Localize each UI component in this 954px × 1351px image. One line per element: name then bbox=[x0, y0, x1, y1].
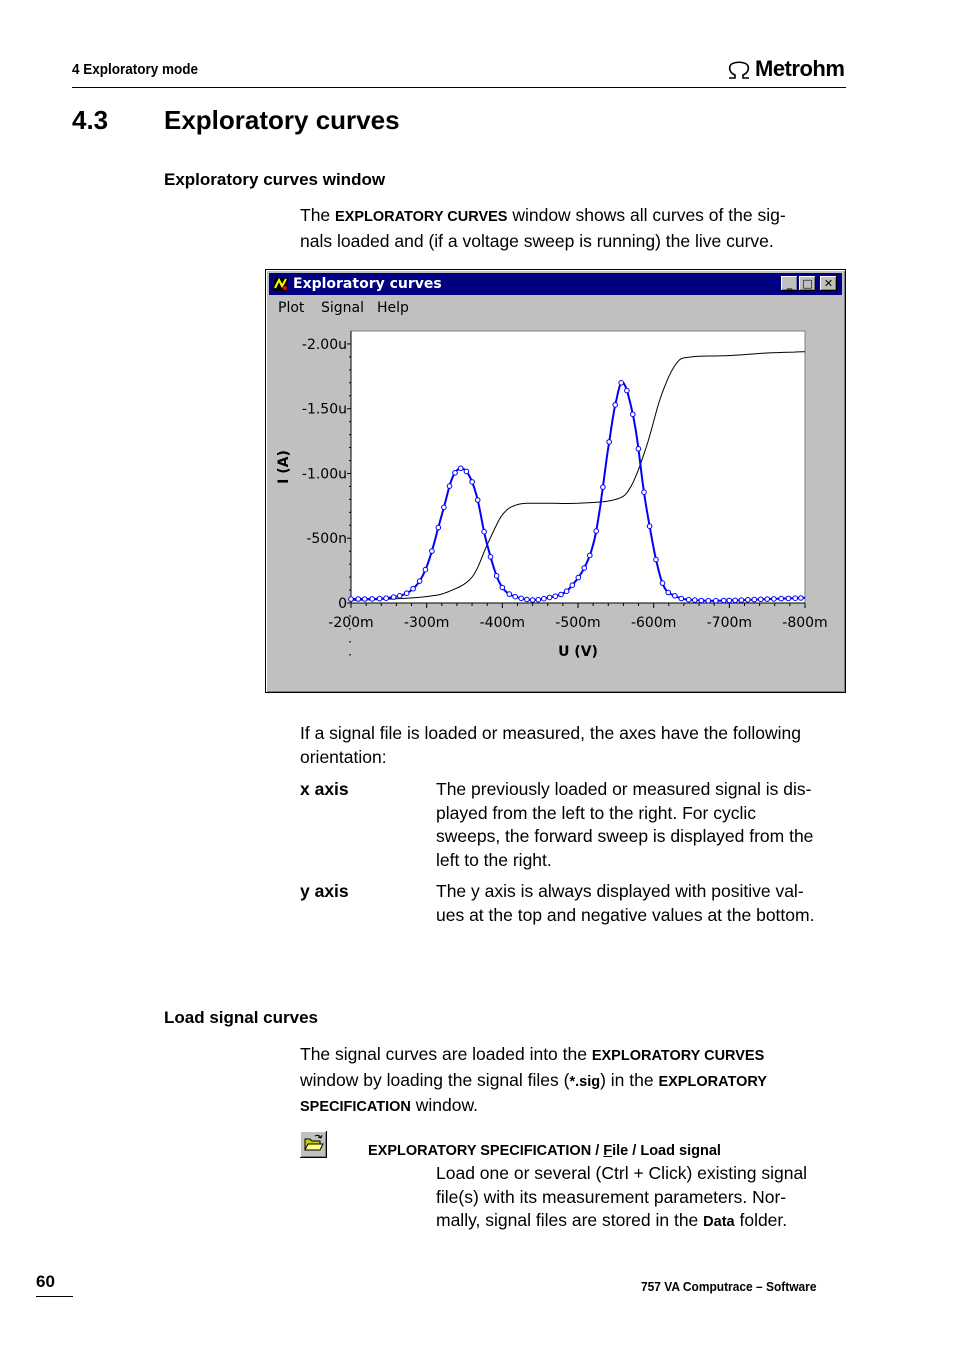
text: Load one or several (Ctrl + Click) existing signal bbox=[436, 1163, 808, 1183]
text: nals loaded and (if a voltage sweep is running) the live curve. bbox=[300, 230, 774, 251]
series-blue-marker bbox=[370, 597, 375, 602]
series-blue-marker bbox=[349, 597, 354, 602]
series-blue-marker bbox=[631, 412, 636, 417]
menu-help[interactable]: Help bbox=[377, 300, 409, 316]
series-blue-marker bbox=[693, 598, 698, 603]
series-blue-marker bbox=[500, 585, 505, 590]
header-rule bbox=[72, 87, 846, 88]
x-axis-definition bbox=[436, 778, 848, 872]
open-folder-icon bbox=[300, 1131, 327, 1158]
series-blue-marker bbox=[447, 484, 452, 489]
series-blue-marker bbox=[793, 596, 798, 601]
x-tick-label: -400m bbox=[479, 615, 526, 631]
subheading-load-signal: Load signal curves bbox=[164, 1008, 318, 1027]
page-number-rule bbox=[36, 1296, 73, 1297]
text: The bbox=[300, 205, 336, 225]
series-blue-marker bbox=[739, 598, 744, 603]
window-titlebar[interactable] bbox=[269, 273, 842, 295]
series-blue-marker bbox=[436, 525, 441, 530]
text: orientation: bbox=[300, 746, 387, 767]
y-tick-label: 0 bbox=[338, 596, 347, 612]
text: file(s) with its measurement parameters. Nor- bbox=[436, 1186, 787, 1207]
x-tick-label: -700m bbox=[706, 615, 753, 631]
menu-plot[interactable]: Plot bbox=[278, 300, 305, 316]
series-blue-marker bbox=[494, 574, 499, 579]
series-blue-marker bbox=[772, 597, 777, 602]
series-blue-marker bbox=[679, 596, 684, 601]
menubar bbox=[269, 297, 842, 319]
logo-text: Metrohm bbox=[755, 56, 845, 81]
series-blue-marker bbox=[363, 597, 368, 602]
text: ile bbox=[612, 1143, 629, 1159]
text: folder. bbox=[734, 1210, 788, 1230]
section-heading bbox=[72, 105, 400, 136]
ui-term: EXPLORATORY bbox=[658, 1073, 767, 1090]
x-tick-label: -300m bbox=[403, 615, 450, 631]
series-blue-marker bbox=[686, 597, 691, 602]
series-blue-marker bbox=[530, 598, 535, 603]
plot-background bbox=[351, 331, 805, 603]
metrohm-logo bbox=[726, 56, 844, 82]
series-blue-marker bbox=[647, 524, 652, 529]
series-blue-marker bbox=[391, 595, 396, 600]
x-tick-label: -200m bbox=[328, 615, 374, 631]
series-blue-marker bbox=[384, 596, 389, 601]
minimize-button[interactable]: _ bbox=[781, 276, 798, 291]
load-paragraph bbox=[300, 1043, 845, 1120]
app-icon bbox=[273, 276, 289, 292]
y-axis-term: y axis bbox=[300, 881, 349, 901]
text: / bbox=[628, 1143, 641, 1159]
chart-area bbox=[266, 320, 845, 692]
text: / bbox=[591, 1143, 604, 1159]
axes-paragraph bbox=[300, 722, 845, 769]
series-blue-marker bbox=[570, 583, 575, 588]
maximize-button[interactable]: □ bbox=[799, 276, 816, 291]
series-blue-marker bbox=[458, 466, 463, 471]
x-axis-title: U (V) bbox=[558, 644, 598, 660]
intro-paragraph bbox=[300, 204, 845, 253]
series-blue-marker bbox=[417, 579, 422, 584]
series-blue-marker bbox=[525, 597, 530, 602]
series-blue-marker bbox=[397, 594, 402, 599]
series-blue-marker bbox=[746, 598, 751, 603]
series-blue-marker bbox=[559, 592, 564, 597]
series-blue-marker bbox=[727, 598, 732, 603]
text: ues at the top and negative values at the bottom. bbox=[436, 904, 815, 925]
text: The previously loaded or measured signal is dis- bbox=[436, 779, 812, 799]
x-tick-label: -800m bbox=[782, 615, 828, 631]
y-axis-definition bbox=[436, 880, 848, 927]
text: The signal curves are loaded into the bbox=[300, 1044, 592, 1064]
omega-logo-icon bbox=[726, 58, 752, 80]
series-blue-marker bbox=[553, 594, 558, 599]
text: Load signal bbox=[640, 1143, 721, 1159]
text: EXPLORATORY SPECIFICATION bbox=[368, 1143, 592, 1159]
series-blue-marker bbox=[799, 596, 804, 601]
text: The y axis is always displayed with positive val- bbox=[436, 881, 804, 901]
series-blue-marker bbox=[356, 597, 361, 602]
series-blue-marker bbox=[542, 596, 547, 601]
series-blue-marker bbox=[613, 403, 618, 408]
series-blue-marker bbox=[765, 597, 770, 602]
series-blue-marker bbox=[636, 447, 641, 452]
series-blue-marker bbox=[507, 592, 512, 597]
series-blue-marker bbox=[564, 589, 569, 594]
text: played from the left to the right. For cyclic bbox=[436, 802, 756, 823]
section-title: Exploratory curves bbox=[164, 105, 400, 135]
series-blue-marker bbox=[786, 596, 791, 601]
series-blue-marker bbox=[594, 529, 599, 534]
series-blue-marker bbox=[453, 471, 458, 476]
load-signal-description bbox=[436, 1162, 848, 1235]
series-blue-marker bbox=[513, 594, 518, 599]
series-blue-marker bbox=[482, 529, 487, 534]
series-blue-marker bbox=[404, 591, 409, 596]
y-tick-label: -1.50u bbox=[301, 401, 347, 418]
series-blue-marker bbox=[423, 567, 428, 572]
series-blue-marker bbox=[699, 598, 704, 603]
series-blue-marker bbox=[488, 555, 493, 560]
series-blue-marker bbox=[601, 485, 606, 490]
series-blue-marker bbox=[442, 505, 447, 510]
page-number: 60 bbox=[36, 1272, 55, 1291]
series-blue-marker bbox=[619, 381, 624, 386]
series-blue-marker bbox=[547, 595, 552, 600]
section-number: 4.3 bbox=[72, 105, 109, 135]
text: sweeps, the forward sweep is displayed from the bbox=[436, 826, 814, 846]
series-blue-marker bbox=[779, 596, 784, 601]
exploratory-curves-window bbox=[265, 269, 846, 693]
text: F bbox=[603, 1143, 613, 1159]
text: ) in the bbox=[600, 1069, 659, 1090]
window-title: Exploratory curves bbox=[293, 276, 442, 292]
text: If a signal file is loaded or measured, the axes have the following bbox=[300, 723, 801, 743]
text: window shows all curves of the sig- bbox=[507, 205, 786, 225]
series-blue-marker bbox=[759, 597, 764, 602]
running-footer: 757 VA Computrace – Software bbox=[641, 1279, 817, 1294]
text: mally, signal files are stored in the bbox=[436, 1210, 704, 1230]
text: window by loading the signal files ( bbox=[300, 1069, 570, 1090]
x-tick-label: -600m bbox=[630, 615, 677, 631]
series-blue-marker bbox=[475, 498, 480, 503]
series-blue-marker bbox=[752, 597, 757, 602]
series-blue-marker bbox=[607, 440, 612, 445]
series-blue-marker bbox=[519, 596, 524, 601]
series-blue-marker bbox=[588, 553, 593, 558]
series-blue-marker bbox=[722, 598, 727, 603]
series-blue-marker bbox=[642, 490, 647, 495]
ui-term: EXPLORATORY CURVES bbox=[335, 209, 508, 225]
subheading-exploratory-window: Exploratory curves window bbox=[164, 170, 386, 189]
y-tick-label: -1.00u bbox=[301, 466, 347, 483]
menu-path bbox=[368, 1143, 721, 1159]
ui-term: SPECIFICATION bbox=[300, 1099, 411, 1115]
text: left to the right. bbox=[436, 849, 552, 870]
series-blue-marker bbox=[464, 469, 469, 474]
menu-signal[interactable]: Signal bbox=[321, 300, 365, 316]
series-blue-marker bbox=[430, 549, 435, 554]
series-blue-marker bbox=[625, 388, 630, 393]
series-blue-marker bbox=[706, 598, 711, 603]
x-tick-label: -500m bbox=[555, 615, 601, 631]
series-blue-marker bbox=[733, 598, 738, 603]
running-header-section: 4 Exploratory mode bbox=[72, 61, 199, 78]
series-blue-marker bbox=[576, 575, 581, 580]
y-axis-title: I (A) bbox=[276, 450, 292, 484]
series-blue-marker bbox=[411, 586, 416, 591]
series-blue-marker bbox=[536, 597, 541, 602]
y-tick-label: -2.00u bbox=[301, 336, 347, 353]
open-folder-button[interactable] bbox=[300, 1131, 327, 1158]
series-blue-marker bbox=[673, 594, 678, 599]
series-blue-marker bbox=[582, 566, 587, 571]
close-button[interactable]: ✕ bbox=[820, 276, 837, 291]
folder-name: Data bbox=[703, 1214, 735, 1230]
series-blue-marker bbox=[660, 581, 665, 586]
file-extension: *.sig bbox=[569, 1073, 601, 1090]
series-blue-marker bbox=[714, 598, 719, 603]
series-blue-marker bbox=[654, 557, 659, 562]
series-blue-marker bbox=[377, 596, 382, 601]
series-blue-marker bbox=[470, 480, 475, 485]
ui-term: EXPLORATORY CURVES bbox=[591, 1048, 765, 1064]
y-tick-label: -500n bbox=[306, 531, 347, 548]
text: window. bbox=[410, 1095, 479, 1115]
x-axis-term: x axis bbox=[300, 779, 349, 799]
series-blue-marker bbox=[666, 590, 671, 595]
